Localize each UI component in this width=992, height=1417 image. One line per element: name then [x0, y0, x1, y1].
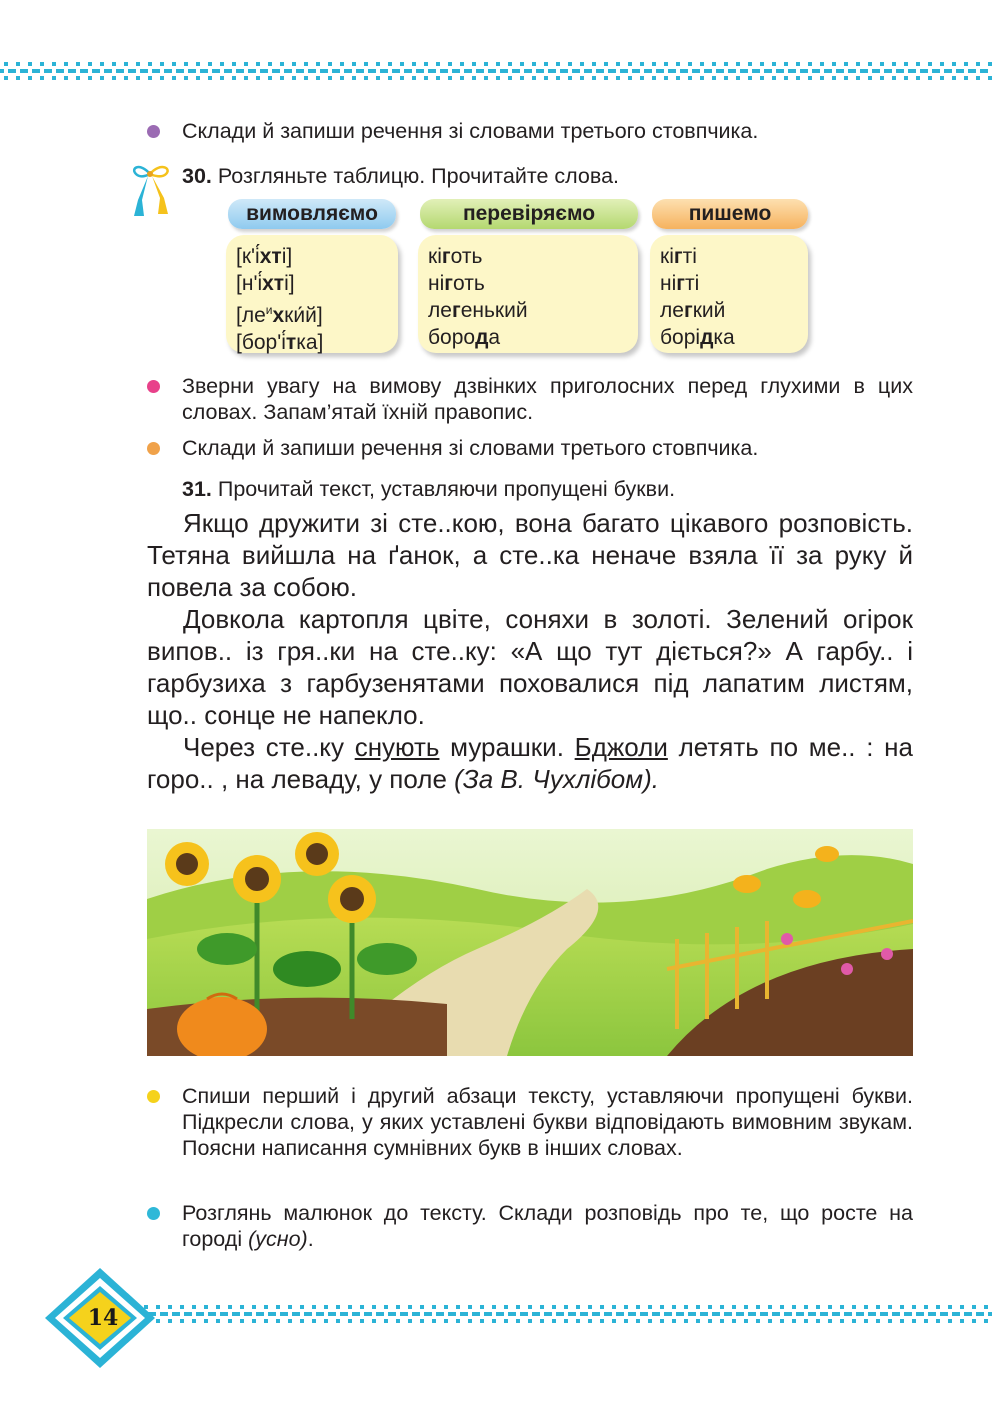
top-bullet [147, 118, 913, 144]
bullet-dot [147, 125, 160, 138]
bullet-dot [147, 442, 160, 455]
transcription-1: [кʹі́хті] [236, 245, 293, 268]
table-header-pronounce: вимовляємо [228, 199, 396, 229]
bookmark-ribbon-icon [128, 160, 174, 218]
exercise-instruction: Розгляньте таблицю. Прочитайте слова. [217, 164, 620, 188]
transcription-3: $[ле^ихки́й]$ [236, 303, 323, 327]
garden-illustration [147, 829, 913, 1056]
bullet-text: Зверни увагу на вимову дзвінких приголосних перед глухими в цих словах. Запам’ятай їхній правопис. [182, 374, 913, 424]
check-word-2: ніготь [428, 272, 485, 295]
bullet-text: Спиши перший і другий абзаци тексту, уставляючи пропущені букви. Підкресли слова, у яких уставлені букви відповідають вимовним звукам. Поясни написання сумнівних букв в інших словах. [182, 1084, 913, 1160]
written-word-1: кігті [660, 245, 697, 268]
written-word-2: нігті [660, 272, 700, 295]
exercise-number: 31. [182, 477, 212, 501]
bullet-text: Склади й запиши речення зі словами третього стовпчика. [182, 119, 759, 143]
written-word-4: борідка [660, 326, 735, 349]
table-header-check: перевіряємо [420, 199, 638, 229]
bullet-text: Склади й запиши речення зі словами третього стовпчика. [182, 436, 759, 460]
underlined-word: Бджоли [574, 732, 668, 762]
table-header-write: пишемо [652, 199, 808, 229]
exercise-31-title [182, 476, 675, 502]
check-word-1: кіготь [428, 245, 483, 268]
exercise-31-bullet-1 [147, 1083, 913, 1161]
top-ornament-border [0, 62, 992, 80]
bullet-dot [147, 1207, 160, 1220]
bullet-dot [147, 1090, 160, 1103]
table-column-check [418, 235, 638, 353]
underlined-word: снують [354, 732, 440, 762]
citation: (За В. Чухлібом). [454, 764, 659, 794]
paragraph-1: Якщо дружити зі сте..кою, вона багато цікавого розповість. Тетяна вийшла на ґанок, а сте..ка неначе взяла її за руку й повела за собою. [147, 508, 913, 602]
reading-text [147, 507, 913, 795]
exercise-instruction: Прочитай текст, уставляючи пропущені букви. [217, 477, 676, 501]
page-number: 14 [87, 1305, 119, 1331]
exercise-number: 30. [182, 164, 212, 188]
bottom-ornament-border [140, 1305, 992, 1323]
transcription-2: [нʹі́хті] [236, 272, 295, 295]
paragraph-2: Довкола картопля цвіте, соняхи в золоті. Зелений огірок випов.. із гря..ки на сте..ку: «А що тут діється?» А гарбу.. і гарбузиха з гарбузенятами поховалися під лапатим листям, що.. сонце не напекло. [147, 604, 913, 730]
written-word-3: легкий [660, 299, 726, 322]
exercise-30-title [182, 163, 619, 189]
transcription-4: [борʹі́тка] [236, 331, 324, 354]
exercise-31-bullet-2 [147, 1200, 913, 1252]
exercise-30-bullet-2 [147, 435, 913, 461]
bullet-dot [147, 380, 160, 393]
check-word-4: борода [428, 326, 501, 349]
bullet-text: Розглянь малюнок до тексту. Склади розповідь про те, що росте на городі (усно). [182, 1201, 913, 1251]
table-column-write [650, 235, 808, 353]
exercise-30-bullet-1 [147, 373, 913, 425]
paragraph-3: Через сте..ку снують мурашки. Бджоли летять по ме.. : на горо.. , на леваду, у поле (За В. Чухлібом). [147, 732, 913, 794]
check-word-3: легенький [428, 299, 528, 322]
table-column-pronounce [226, 235, 398, 353]
